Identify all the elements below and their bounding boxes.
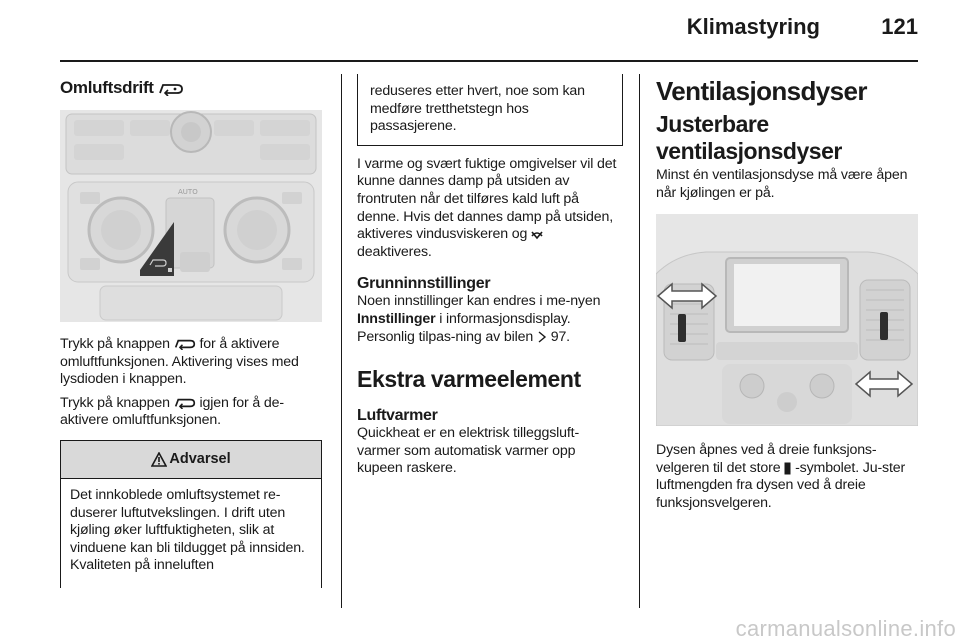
- air-heater-text: Quickheat er en elektrisk tilleggsluft-varmer som automatisk varmer opp kupeen raskere.: [357, 425, 580, 477]
- auto-label: AUTO: [178, 188, 198, 196]
- warning-box: [60, 440, 322, 588]
- recirculation-icon: [174, 338, 196, 350]
- vents-title: Ventilasjonsdyser: [656, 76, 867, 106]
- basic-settings-title: Grunninnstillinger: [357, 275, 491, 293]
- windscreen-wiper-icon: [531, 228, 543, 240]
- page-header-title: Klimastyring: [686, 14, 820, 39]
- column-divider-1: [341, 74, 342, 608]
- column-2: [357, 74, 621, 478]
- vent-open-text: Dysen åpnes ved å dreie funksjons-velgeren til det store -symbolet. Ju-ster luftmengden fra dysen ved å dreie funksjonsvelgeren.: [656, 442, 906, 511]
- vents-intro-text: Minst én ventilasjonsdyse må være åpen når kjølingen er på.: [656, 167, 908, 201]
- page-number: 121: [881, 14, 918, 39]
- climate-panel-photo: [60, 110, 322, 322]
- warning-continuation-box: [357, 74, 623, 146]
- warning-continuation-text: reduseres etter hvert, noe som kan medføre tretthetstegn hos passasjerene.: [370, 83, 585, 135]
- column-1: [60, 74, 322, 588]
- dashboard-vents-photo: [656, 214, 918, 426]
- watermark: carmanualsonline.info: [735, 616, 956, 641]
- basic-settings-text: Noen innstillinger kan endres i me-nyen Innstillinger i informasjonsdisplay. Personlig tilpas-ning av bilen 97.: [357, 293, 601, 345]
- section-title-recirculation: Omluftsdrift: [60, 78, 322, 98]
- dashboard-vents-illustration: [656, 214, 918, 426]
- column-divider-2: [639, 74, 640, 608]
- warning-header: [61, 441, 321, 479]
- adjustable-vents-subtitle: Justerbare ventilasjonsdyser: [656, 111, 842, 164]
- humidity-text: I varme og svært fuktige omgivelser vil det kunne dannes damp på utsiden av frontruten når det tilføres kald luft på denne. Hvis det dannes damp på utsiden, aktiveres vindusviskeren og deaktiveres.: [357, 155, 617, 260]
- extra-heater-title: Ekstra varmeelement: [357, 366, 581, 393]
- recirculation-icon: [174, 397, 196, 409]
- large-vent-symbol-icon: [784, 462, 791, 475]
- recirc-activate-text: Trykk på knappen for å aktivere omluftfunksjonen. Aktivering vises med lysdioden i knappen.: [60, 336, 299, 388]
- page-reference-icon: [537, 331, 547, 343]
- air-heater-subtitle: Luftvarmer: [357, 407, 438, 425]
- warning-body: Det innkoblede omluftsystemet re-duserer luftutvekslingen. I drift uten kjøling øker luftfuktigheten, slik at vinduene kan bli tildugget på innsiden. Kvaliteten på inneluften: [70, 486, 305, 574]
- header-rule: [60, 60, 918, 62]
- settings-menu-name: Innstillinger: [357, 310, 436, 327]
- recirc-deactivate-text: Trykk på knappen igjen for å de-aktivere omluftfunksjonen.: [60, 394, 284, 429]
- column-3: [656, 74, 918, 513]
- warning-title: Advarsel: [169, 451, 231, 468]
- warning-triangle-icon: [151, 452, 167, 467]
- recirculation-icon: [158, 82, 184, 96]
- climate-panel-illustration: [60, 110, 322, 322]
